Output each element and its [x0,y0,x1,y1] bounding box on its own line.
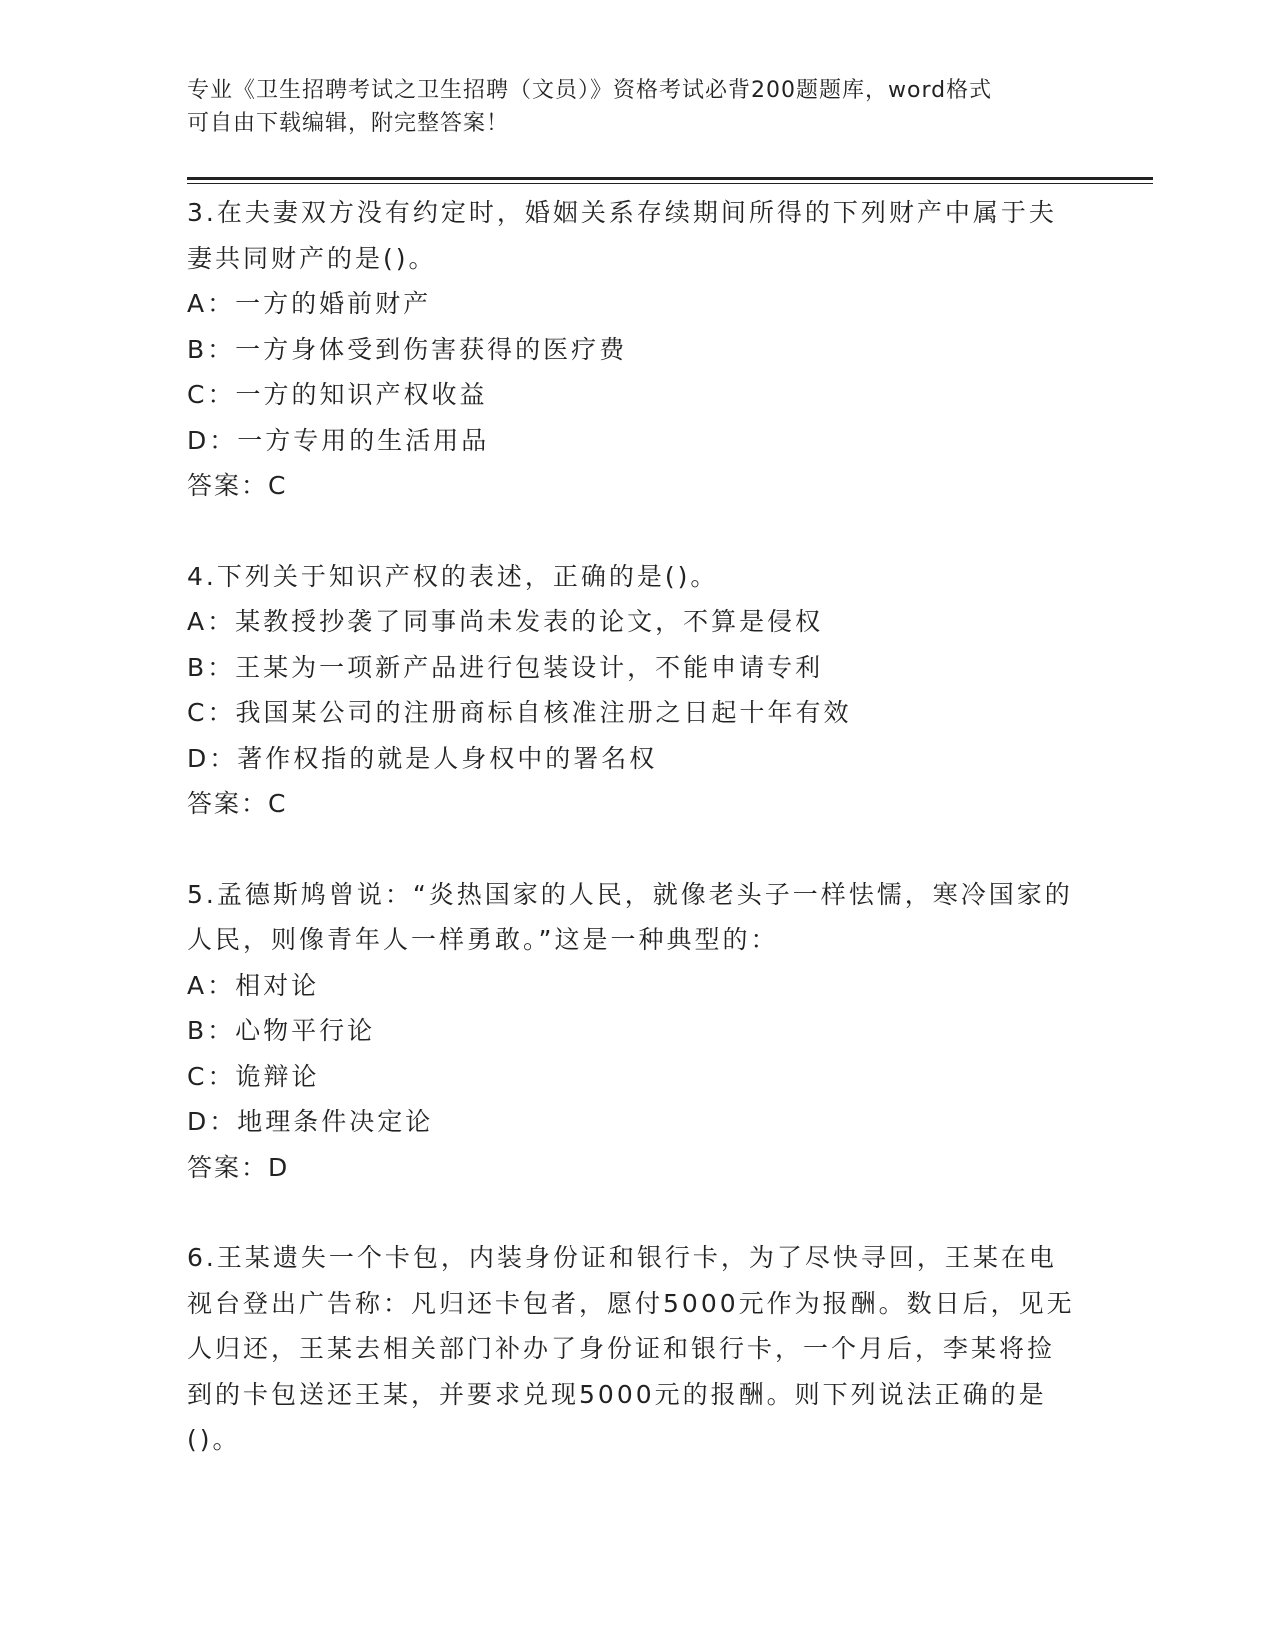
header-line-2: 可自由下载编辑，附完整答案！ [187,111,510,136]
option-d: D：一方专用的生活用品 [187,425,490,455]
document-header [187,74,1067,140]
answer: 答案：C [187,789,288,818]
question-6 [187,1235,1077,1463]
question-text: 4.下列关于知识产权的表述，正确的是()。 [187,561,719,591]
question-text: 5.孟德斯鸠曾说：“炎热国家的人民，就像老头子一样怯懦，寒冷国家的人民，则像青年人一样勇敢。”这是一种典型的： [187,879,1073,954]
option-a: A：某教授抄袭了同事尚未发表的论文，不算是侵权 [187,607,824,636]
question-text: 3.在夫妻双方没有约定时，婚姻关系存续期间所得的下列财产中属于夫妻共同财产的是()。 [187,198,1057,273]
option-c: C：诡辩论 [187,1061,320,1091]
answer: 答案：D [187,1152,290,1182]
question-list [187,190,1077,1508]
option-b: B：王某为一项新产品进行包装设计，不能申请专利 [187,652,824,682]
option-b: B：一方身体受到伤害获得的医疗费 [187,334,628,364]
option-a: A：相对论 [187,970,320,1000]
header-divider-thick [187,177,1153,180]
answer: 答案：C [187,471,288,500]
option-d: D：著作权指的就是人身权中的署名权 [187,743,658,773]
header-divider-thin [187,183,1153,184]
option-c: C：一方的知识产权收益 [187,380,488,409]
option-a: A：一方的婚前财产 [187,289,432,318]
question-text: 6.王某遗失一个卡包，内装身份证和银行卡，为了尽快寻回，王某在电视台登出广告称：凡归还卡包者，愿付5000元作为报酬。数日后，见无人归还，王某去相关部门补办了身份证和银行卡，一个月后，李某将捡到的卡包送还王某，并要求兑现5000元的报酬。则下列说法正确的是()。 [187,1243,1075,1454]
question-4 [187,554,1077,827]
question-5 [187,872,1077,1191]
header-line-1: 专业《卫生招聘考试之卫生招聘（文员）》资格考试必背200题题库，word格式 [187,78,993,103]
option-b: B：心物平行论 [187,1016,376,1045]
question-3 [187,190,1077,509]
option-d: D：地理条件决定论 [187,1107,434,1136]
option-c: C：我国某公司的注册商标自核准注册之日起十年有效 [187,698,852,727]
